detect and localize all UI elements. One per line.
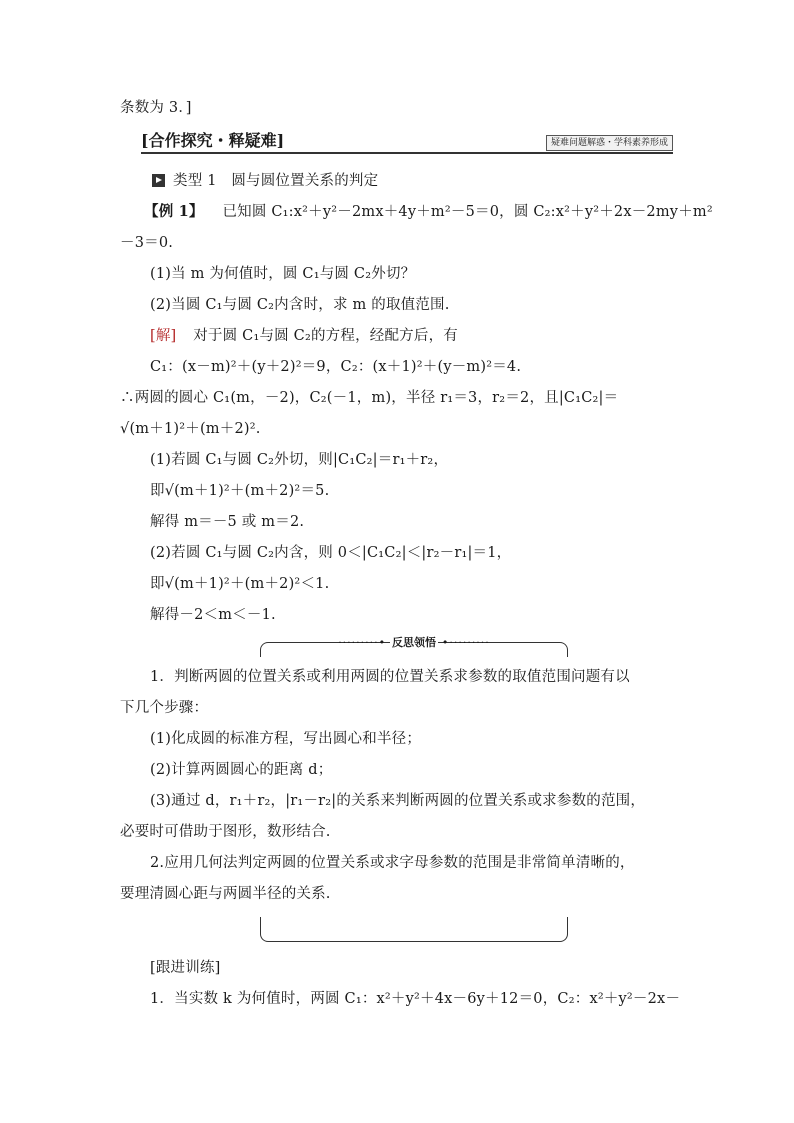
reflection-p2-line-1: 2.应用几何法判定两圆的位置关系或求字母参数的范围是非常简单清晰的， — [150, 855, 635, 871]
solution-line-8: (2)若圆 C₁与圆 C₂内含，则 0＜|C₁C₂|＜|r₂－r₁|＝1， — [150, 545, 512, 561]
solution-line-4: √(m＋1)²＋(m＋2)². — [120, 421, 261, 437]
solution-label: [解] — [150, 328, 177, 344]
reflection-p1-line-1: 1．判断两圆的位置关系或利用两圆的位置关系求参数的取值范围问题有以 — [150, 669, 630, 685]
example-text-1: 已知圆 C₁:x²＋y²－2mx＋4y＋m²－5＝0，圆 C₂:x²＋y²＋2x－2my＋m² — [222, 204, 713, 220]
reflection-label: 反思领悟 — [392, 636, 436, 649]
solution-line-5: (1)若圆 C₁与圆 C₂外切，则|C₁C₂|＝r₁＋r₂， — [150, 452, 449, 468]
reflection-label-wrap — [261, 634, 567, 650]
reflection-step-2: (2)计算两圆圆心的距离 d； — [150, 762, 333, 778]
reflection-step-3-line-1: (3)通过 d，r₁＋r₂，|r₁－r₂|的关系来判断两圆的位置关系或求参数的范围， — [150, 793, 646, 809]
section-header — [141, 130, 673, 154]
example-line-2: －3＝0. — [120, 235, 174, 251]
reflection-step-3-line-2: 必要时可借助于图形，数形结合. — [120, 824, 331, 840]
reflection-p1-line-2: 下几个步骤： — [120, 700, 209, 716]
reflection-dots-right: •········· — [441, 636, 490, 649]
solution-line-9: 即√(m＋1)²＋(m＋2)²＜1. — [150, 576, 330, 592]
example-label: 【例 1】 — [144, 203, 204, 220]
continuation-text: 条数为 3．] — [120, 100, 192, 116]
reflection-frame-bottom — [260, 917, 568, 942]
reflection-step-1: (1)化成圆的标准方程，写出圆心和半径； — [150, 731, 422, 747]
solution-line-3: ∴两圆的圆心 C₁(m，－2)，C₂(－1，m)，半径 r₁＝3，r₂＝2，且|C₁C₂|＝ — [120, 390, 619, 406]
follow-label: [跟进训练] — [150, 960, 221, 976]
solution-line-1 — [150, 326, 458, 346]
reflection-frame-top — [260, 636, 568, 657]
section-tag: 疑难问题解惑・学科素养形成 — [546, 135, 673, 151]
solution-line-6: 即√(m＋1)²＋(m＋2)²＝5. — [150, 483, 330, 499]
solution-text-1: 对于圆 C₁与圆 C₂的方程，经配方后，有 — [193, 328, 458, 344]
solution-line-10: 解得－2＜m＜－1. — [150, 607, 276, 623]
example-question-1: (1)当 m 为何值时，圆 C₁与圆 C₂外切？ — [150, 266, 416, 282]
type-heading: 类型 1 圆与圆位置关系的判定 — [173, 173, 379, 189]
follow-question-1: 1．当实数 k 为何值时，两圆 C₁：x²＋y²＋4x－6y＋12＝0，C₂：x²＋y²－2x－ — [150, 991, 681, 1007]
solution-line-2: C₁：(x－m)²＋(y＋2)²＝9，C₂：(x＋1)²＋(y－m)²＝4. — [150, 359, 522, 375]
example-question-2: (2)当圆 C₁与圆 C₂内含时，求 m 的取值范围. — [150, 297, 450, 313]
section-title: [合作探究・释疑难] — [141, 131, 285, 150]
solution-line-7: 解得 m＝－5 或 m＝2. — [150, 514, 305, 530]
play-triangle-icon — [152, 174, 165, 187]
reflection-p2-line-2: 要理清圆心距与两圆半径的关系. — [120, 886, 331, 902]
example-line-1 — [144, 202, 713, 222]
reflection-dots-left: ·········• — [338, 636, 387, 649]
